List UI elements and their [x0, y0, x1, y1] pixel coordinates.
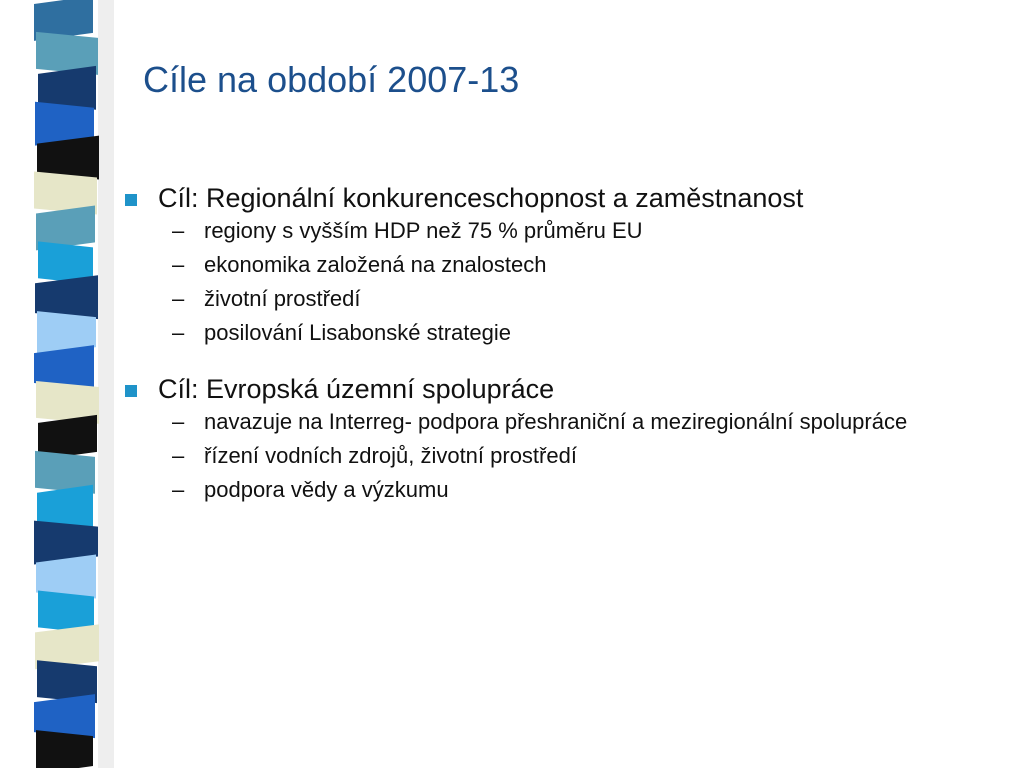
bullet-item: [120, 373, 1000, 406]
sub-list: [120, 219, 1000, 345]
dash-icon: –: [172, 218, 185, 243]
dash-icon: –: [172, 252, 185, 277]
sub-item: [120, 410, 1000, 434]
dash-icon: –: [172, 286, 185, 311]
bullet-text: Cíl: Evropská územní spolupráce: [158, 374, 555, 404]
strip-shadow: [98, 0, 114, 768]
square-bullet-icon: [125, 194, 137, 206]
slide-content: [120, 182, 1000, 530]
sub-item-text: podpora vědy a výzkumu: [204, 477, 449, 502]
sub-item: [120, 444, 1000, 468]
bullet-text: Cíl: Regionální konkurenceschopnost a zaměstnanost: [158, 183, 804, 213]
dash-icon: –: [172, 320, 185, 345]
sub-item: [120, 219, 1000, 243]
sub-item-text: regiony s vyšším HDP než 75 % průměru EU: [204, 218, 643, 243]
dash-icon: –: [172, 443, 185, 468]
dash-icon: –: [172, 409, 185, 434]
sub-item-text: životní prostředí: [204, 286, 361, 311]
sub-item: [120, 478, 1000, 502]
strip-band: [36, 730, 93, 768]
sub-item-text: navazuje na Interreg- podpora přeshraniční a meziregionální spolupráce: [204, 409, 908, 434]
sub-item-text: ekonomika založená na znalostech: [204, 252, 547, 277]
sub-item: [120, 253, 1000, 277]
sub-item: [120, 287, 1000, 311]
square-bullet-icon: [125, 385, 137, 397]
goal-section-1: [120, 182, 1000, 345]
decorative-strip-graphic: [0, 0, 120, 768]
slide-title: Cíle na období 2007-13: [143, 59, 520, 100]
dash-icon: –: [172, 477, 185, 502]
decorative-strip: [0, 0, 120, 768]
sub-item-text: řízení vodních zdrojů, životní prostředí: [204, 443, 577, 468]
sub-list: [120, 410, 1000, 502]
goal-section-2: [120, 373, 1000, 502]
bullet-item: [120, 182, 1000, 215]
sub-item-text: posilování Lisabonské strategie: [204, 320, 511, 345]
sub-item: [120, 321, 1000, 345]
